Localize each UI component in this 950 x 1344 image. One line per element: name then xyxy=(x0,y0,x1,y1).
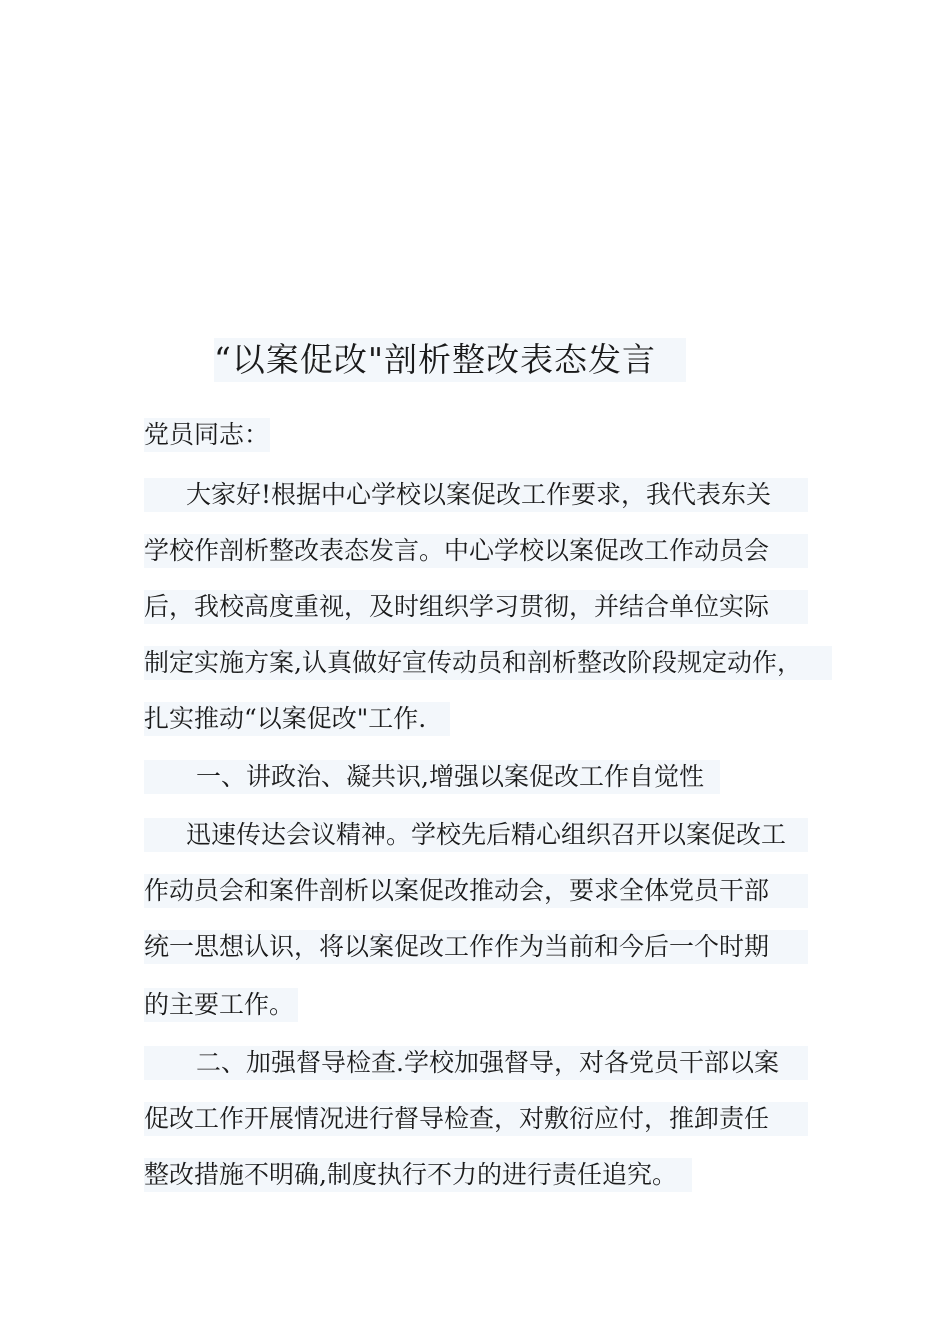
paragraph-line: 二、加强督导检查.学校加强督导，对各党员干部以案 xyxy=(144,1046,808,1080)
paragraph-line: 迅速传达会议精神。学校先后精心组织召开以案促改工 xyxy=(144,818,808,852)
paragraph-line: 扎实推动“以案促改"工作. xyxy=(144,702,450,736)
paragraph-line: 的主要工作。 xyxy=(144,988,298,1022)
paragraph-line: 促改工作开展情况进行督导检查，对敷衍应付，推卸责任 xyxy=(144,1102,808,1136)
paragraph-line: 整改措施不明确,制度执行不力的进行责任追究。 xyxy=(144,1158,692,1192)
paragraph-line: 学校作剖析整改表态发言。中心学校以案促改工作动员会 xyxy=(144,534,808,568)
paragraph-line: 统一思想认识，将以案促改工作作为当前和今后一个时期 xyxy=(144,930,808,964)
paragraph-line: 作动员会和案件剖析以案促改推动会，要求全体党员干部 xyxy=(144,874,808,908)
section-heading: 一、讲政治、凝共识,增强以案促改工作自觉性 xyxy=(144,760,720,794)
salutation: 党员同志： xyxy=(144,418,270,452)
paragraph-line: 制定实施方案,认真做好宣传动员和剖析整改阶段规定动作， xyxy=(144,646,832,680)
paragraph-line: 后，我校高度重视，及时组织学习贯彻，并结合单位实际 xyxy=(144,590,808,624)
paragraph-line: 大家好!根据中心学校以案促改工作要求，我代表东关 xyxy=(144,478,808,512)
document-title: “以案促改"剖析整改表态发言 xyxy=(214,338,686,382)
